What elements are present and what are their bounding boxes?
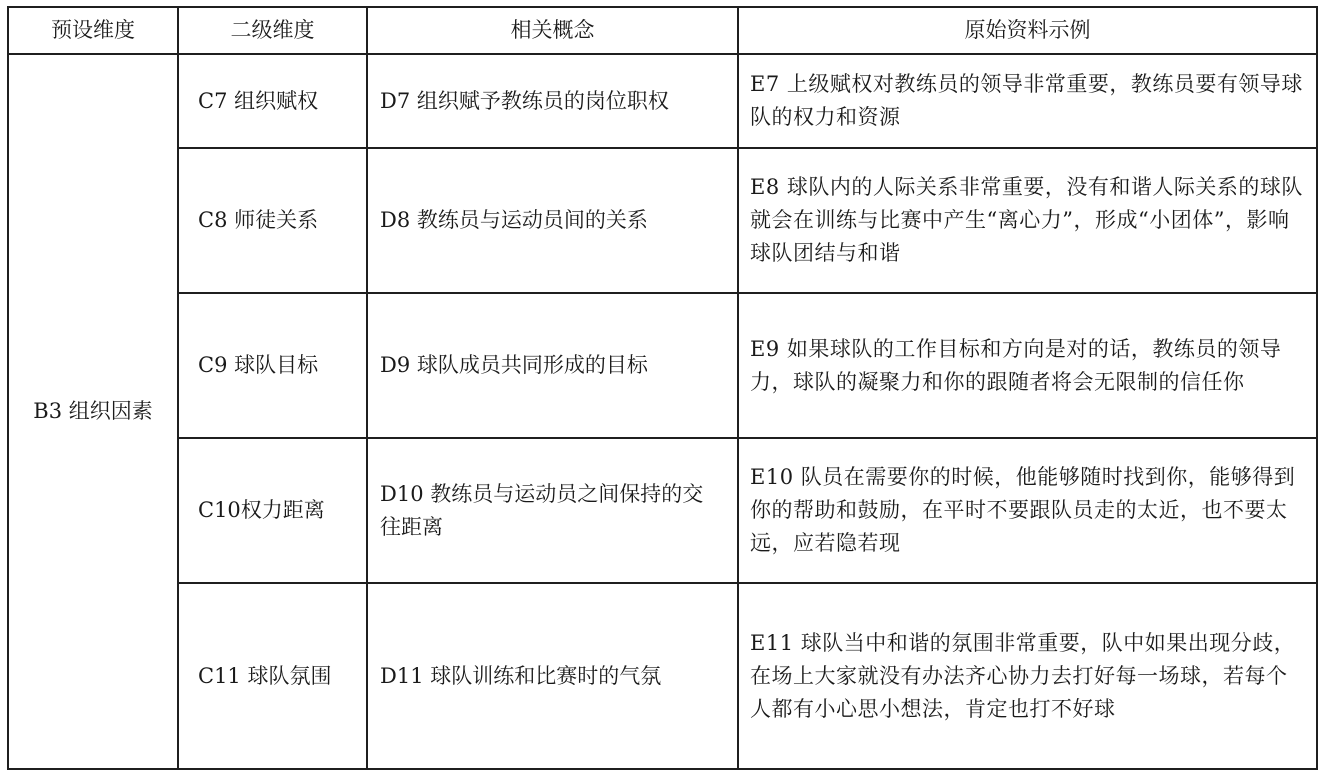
header-row bbox=[8, 7, 1317, 54]
example-cell: E8 球队内的人际关系非常重要，没有和谐人际关系的球队就会在训练与比赛中产生“离心力”，形成“小团体”，影响球队团结与和谐 bbox=[738, 148, 1317, 293]
concept-cell: D10 教练员与运动员之间保持的交往距离 bbox=[367, 438, 738, 583]
header-source-example: 原始资料示例 bbox=[738, 7, 1317, 54]
header-secondary-dimension: 二级维度 bbox=[178, 7, 367, 54]
table-row bbox=[8, 583, 1317, 769]
example-cell: E11 球队当中和谐的氛围非常重要，队中如果出现分歧，在场上大家就没有办法齐心协力去打好每一场球，若每个人都有小心思小想法，肯定也打不好球 bbox=[738, 583, 1317, 769]
example-cell: E10 队员在需要你的时候，他能够随时找到你，能够得到你的帮助和鼓励，在平时不要跟队员走的太近，也不要太远，应若隐若现 bbox=[738, 438, 1317, 583]
example-cell: E7 上级赋权对教练员的领导非常重要，教练员要有领导球队的权力和资源 bbox=[738, 54, 1317, 148]
header-preset-dimension: 预设维度 bbox=[8, 7, 178, 54]
header-related-concept: 相关概念 bbox=[367, 7, 738, 54]
concept-cell: D7 组织赋予教练员的岗位职权 bbox=[367, 54, 738, 148]
concept-cell: D11 球队训练和比赛时的气氛 bbox=[367, 583, 738, 769]
table-row bbox=[8, 148, 1317, 293]
concept-cell: D8 教练员与运动员间的关系 bbox=[367, 148, 738, 293]
dimension-table bbox=[7, 6, 1318, 770]
preset-dimension-cell: B3 组织因素 bbox=[8, 54, 178, 769]
secondary-dimension-cell: C7 组织赋权 bbox=[178, 54, 367, 148]
example-cell: E9 如果球队的工作目标和方向是对的话，教练员的领导力，球队的凝聚力和你的跟随者将会无限制的信任你 bbox=[738, 293, 1317, 438]
secondary-dimension-cell: C8 师徒关系 bbox=[178, 148, 367, 293]
table-row bbox=[8, 54, 1317, 148]
table-row bbox=[8, 438, 1317, 583]
secondary-dimension-cell: C11 球队氛围 bbox=[178, 583, 367, 769]
secondary-dimension-cell: C9 球队目标 bbox=[178, 293, 367, 438]
table-row bbox=[8, 293, 1317, 438]
concept-cell: D9 球队成员共同形成的目标 bbox=[367, 293, 738, 438]
secondary-dimension-cell: C10权力距离 bbox=[178, 438, 367, 583]
